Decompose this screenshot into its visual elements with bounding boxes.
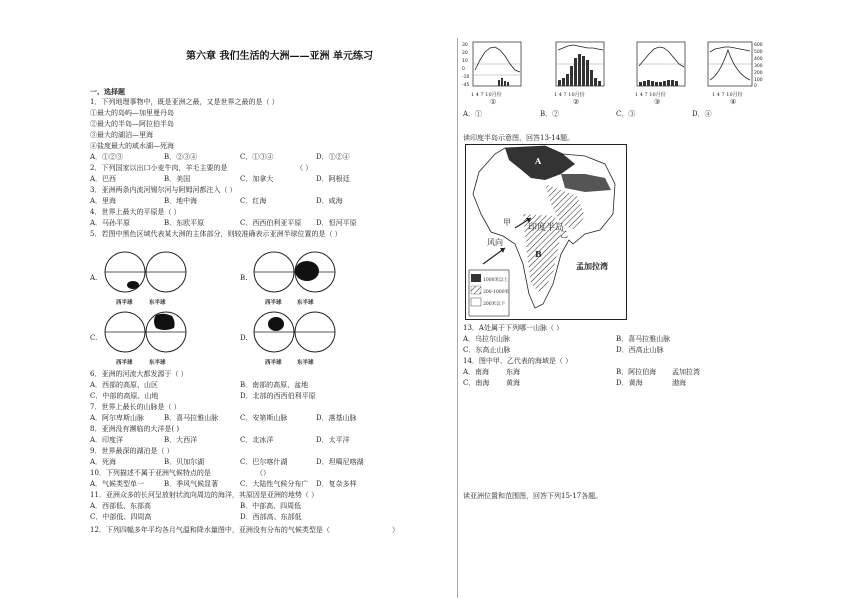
q13-option-b: B．喜马拉雅山脉 (616, 335, 671, 343)
map-label-wind: 风向 (487, 238, 503, 247)
q7-option-d: D．落基山脉 (316, 414, 357, 422)
india-intro: 读印度半岛示意图，回答13-14题。 (463, 134, 575, 142)
q14-option-b: B．阿拉伯海 (616, 368, 657, 376)
q2-option-c: C．加拿大 (240, 175, 274, 183)
map-label-jia: 甲 (503, 218, 511, 227)
climate-number-2: ② (573, 98, 580, 106)
question-10-paren: （） (256, 469, 270, 477)
question-6: 6．亚洲的河流大都发源于（ ） (90, 370, 188, 378)
question-1: 1．下列地理事物中，既是亚洲之最，又是世界之最的是（ ） (90, 98, 279, 106)
west-hemisphere-label-c: 西半球 (116, 360, 133, 366)
q1-item-4: ④盐度最大的咸水湖—死海 (90, 142, 174, 150)
legend-high: 1000米以上 (483, 278, 508, 283)
q10-option-a: A．气候类型单一 (90, 480, 145, 488)
q8-option-d: D．太平洋 (316, 436, 350, 444)
globe-label-b: B. (240, 274, 248, 282)
q14-option-d: D．黄海 (616, 379, 643, 387)
q4-option-b: B．东欧平原 (164, 219, 205, 227)
climate-number-4: ④ (730, 98, 737, 106)
question-11: 11．亚洲众多的长河呈放射状流向周边的海洋，其原因是亚洲的地势（ ） (90, 491, 319, 499)
west-hemisphere-label-b: 西半球 (265, 300, 282, 306)
q14-option-a-2: 东海 (506, 368, 520, 376)
svg-text:100: 100 (754, 78, 763, 83)
map-label-b: B (535, 249, 542, 259)
q11-option-a: A．西部低、东部高 (90, 502, 152, 510)
q12-option-c: C．③ (616, 110, 636, 118)
question-12: 12．下列四幅多年平均各月气温和降水量图中，亚洲没有分布的气候类型是（ (90, 526, 330, 534)
column-divider (457, 38, 458, 598)
climate-chart-3 (626, 40, 688, 92)
q14-option-a: A．南海 (463, 368, 490, 376)
q9-option-b: B．贝加尔湖 (164, 458, 205, 466)
west-hemisphere-label-a: 西半球 (116, 300, 133, 306)
q14-option-d-2: 渤海 (672, 379, 686, 387)
q3-option-b: B．地中海 (164, 197, 198, 205)
q9-option-a: A．死海 (90, 458, 117, 466)
question-7: 7．世界上最长的山脉是（ ） (90, 403, 181, 411)
climate-chart-1 (462, 40, 524, 92)
question-10: 10．下列描述不属于亚洲气候特点的是 (90, 469, 211, 477)
svg-text:600: 600 (754, 43, 763, 48)
q9-option-d: D．坦噶尼喀湖 (316, 458, 364, 466)
q3-option-a: A．里海 (90, 197, 117, 205)
question-8: 8．亚洲没有濒临的大洋是( ) (90, 425, 180, 433)
q4-option-a: A．马孙平原 (90, 219, 131, 227)
q13-option-a: A．乌拉尔山脉 (463, 335, 511, 343)
q4-option-c: C．西西伯利亚平原 (240, 219, 302, 227)
climate-number-1: ① (490, 98, 497, 106)
svg-text:20: 20 (462, 51, 468, 56)
question-12-paren: ） (392, 526, 399, 534)
q8-option-b: B．大西洋 (164, 436, 198, 444)
q6-option-a: A．西部的高原、山区 (90, 381, 159, 389)
svg-text:400: 400 (754, 57, 763, 62)
q1-option-c: C．①③④ (240, 153, 274, 161)
q1-item-2: ②最大的半岛—阿拉伯半岛 (90, 120, 174, 128)
west-hemisphere-label-d: 西半球 (265, 360, 282, 366)
svg-text:-45: -45 (462, 83, 470, 88)
map-label-peninsula: 印度半岛 (528, 223, 565, 233)
climate-axis-3: 1 4 7 10月份 (635, 92, 666, 98)
q1-item-3: ③最大的湖泊—里海 (90, 131, 153, 139)
q6-option-d: D．北部的西西伯利平原 (240, 392, 316, 400)
east-hemisphere-label-d: 东半球 (297, 360, 314, 366)
question-2-paren: （ ） (296, 164, 313, 172)
q2-option-d: D．阿根廷 (316, 175, 350, 183)
question-13: 13．A处属于下列哪一山脉（ ） (463, 324, 564, 332)
question-5: 5．若图中黑色区域代表某大洲的主体部分，则较准确表示亚洲半球位置的是（ ） (90, 230, 342, 238)
q11-option-d: D．西部高、东部低 (240, 513, 302, 521)
q1-option-b: B．②③④ (164, 153, 198, 161)
q2-option-a: A．巴西 (90, 175, 117, 183)
legend-mid: 200-1000米 (483, 290, 510, 295)
globe-label-c: C. (90, 334, 98, 342)
climate-axis-1: 1 4 7 10月份 (471, 92, 502, 98)
q2-option-b: B．美国 (164, 175, 191, 183)
svg-text:200: 200 (754, 71, 763, 76)
section-label: 一、选择题 (90, 87, 125, 96)
q6-option-c: C．中部的高原、山地 (90, 392, 159, 400)
climate-chart-2 (545, 40, 607, 92)
q7-option-c: C．安第斯山脉 (240, 414, 288, 422)
svg-text:500: 500 (754, 50, 763, 55)
q7-option-b: B．喜马拉雅山脉 (164, 414, 219, 422)
q11-option-b: B．中部高、四周低 (240, 502, 302, 510)
map-label-yi: 乙 (560, 230, 568, 239)
q1-option-d: D．①②④ (316, 153, 350, 161)
q10-option-c: C．大陆性气候分布广 (240, 480, 309, 488)
q10-option-d: D．复杂多样 (316, 480, 357, 488)
q14-option-c-2: 黄海 (506, 379, 520, 387)
q7-option-a: A．阿尔卑斯山脉 (90, 414, 145, 422)
final-intro: 读亚洲位置和范围图，回答下列15-17各题。 (463, 492, 603, 500)
q12-option-b: B．② (540, 110, 560, 118)
climate-axis-4: 1 4 7 10月份 (712, 92, 743, 98)
q14-option-c: C．南海 (463, 379, 490, 387)
question-3: 3．亚洲两条内流河锡尔河与阿姆河都注入（ ） (90, 186, 237, 194)
map-label-a: A (535, 156, 542, 166)
east-hemisphere-label-a: 东半球 (149, 300, 166, 306)
q4-option-d: D．恒河平原 (316, 219, 357, 227)
question-9: 9．世界最深的湖泊是（ ） (90, 447, 174, 455)
page-title: 第六章 我们生活的大洲——亚洲 单元练习 (186, 51, 373, 62)
q9-option-c: C．巴尔喀什湖 (240, 458, 288, 466)
east-hemisphere-label-c: 东半球 (149, 360, 166, 366)
q14-option-b-2: 孟加拉湾 (672, 368, 700, 376)
east-hemisphere-label-b: 东半球 (297, 300, 314, 306)
q3-option-c: C．红海 (240, 197, 267, 205)
q12-option-a: A．① (463, 110, 483, 118)
climate-axis-2: 1 4 7 10月份 (554, 92, 585, 98)
q6-option-b: B．南部的高原、盆地 (240, 381, 309, 389)
q8-option-a: A．印度洋 (90, 436, 124, 444)
question-14: 14．图中甲、乙代表的海域是（ ） (463, 357, 573, 365)
legend-low: 200米以下 (483, 302, 506, 307)
q10-option-b: B．季风气候显著 (164, 480, 219, 488)
q12-option-d: D．④ (692, 110, 712, 118)
q13-option-d: D．西高止山脉 (616, 346, 664, 354)
svg-text:0: 0 (462, 67, 465, 72)
question-4: 4．世界上最大的平原是（ ） (90, 208, 181, 216)
svg-text:300: 300 (754, 64, 763, 69)
svg-text:0: 0 (754, 84, 757, 89)
svg-text:-10: -10 (462, 75, 470, 80)
q1-item-1: ①最大的岛屿—加里曼丹岛 (90, 109, 174, 117)
q11-option-c: C．中部低、四周高 (90, 513, 152, 521)
map-label-bay: 孟加拉湾 (576, 261, 608, 271)
question-2: 2．下列国家以出口小麦牛肉，羊毛主要的是 (90, 164, 228, 172)
svg-text:10: 10 (462, 59, 468, 64)
globe-label-a: A. (90, 274, 98, 282)
q13-option-c: C．东高止山脉 (463, 346, 511, 354)
q1-option-a: A．①②③ (90, 153, 124, 161)
q8-option-c: C．北冰洋 (240, 436, 274, 444)
climate-number-3: ③ (654, 98, 661, 106)
svg-text:30: 30 (462, 43, 468, 48)
climate-chart-4 (706, 40, 768, 92)
globe-label-d: D. (240, 334, 248, 342)
q3-option-d: D．咸海 (316, 197, 343, 205)
